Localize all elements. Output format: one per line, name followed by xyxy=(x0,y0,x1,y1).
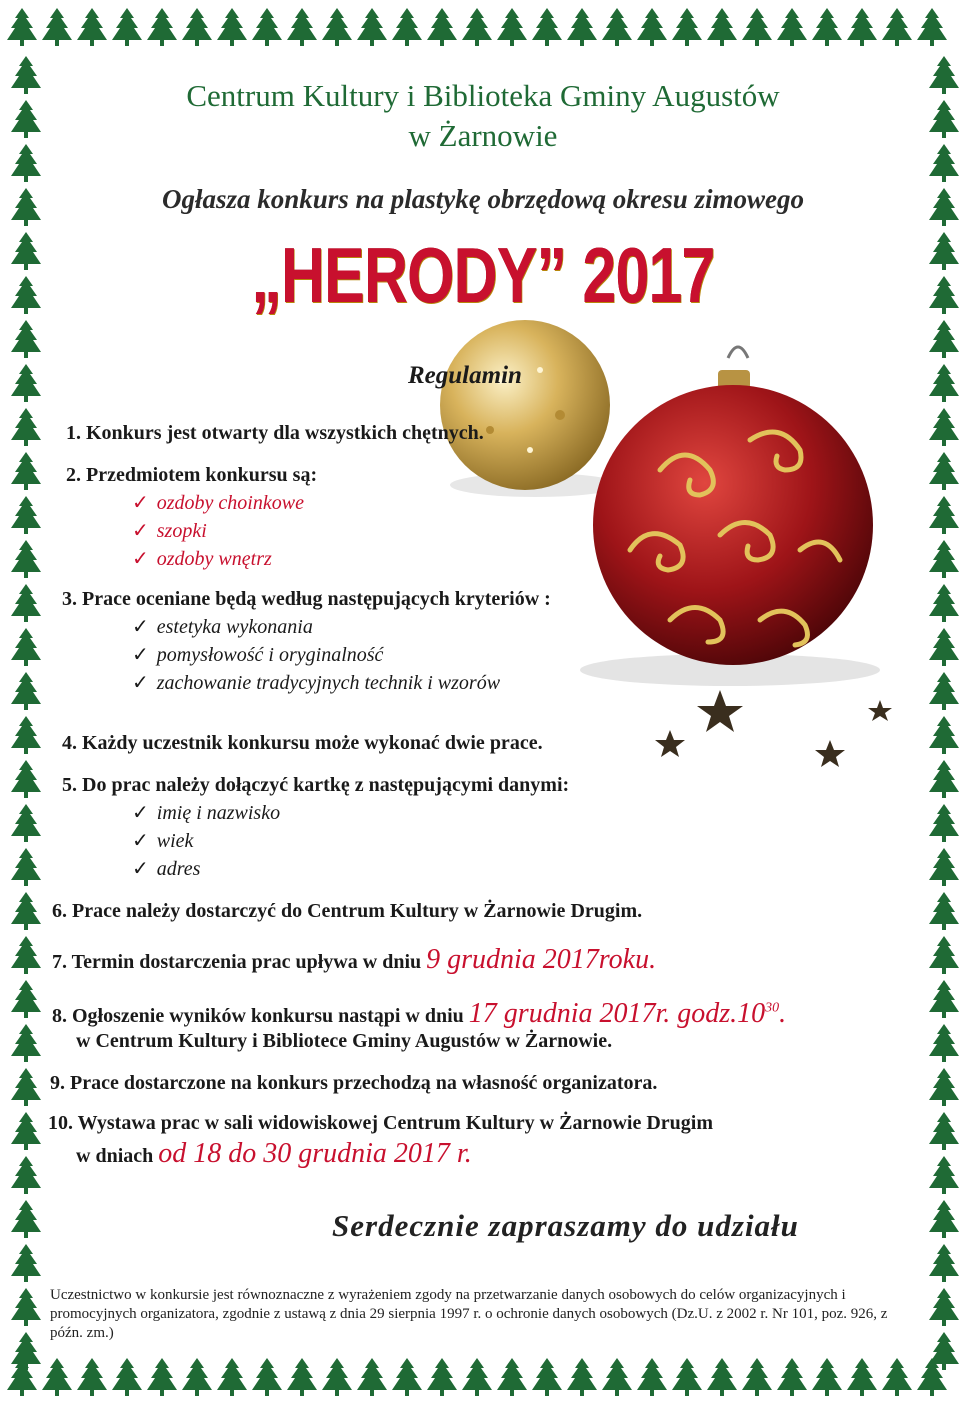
christmas-tree-icon xyxy=(929,980,959,1018)
rule-9: 9. Prace dostarczone na konkurs przechodzą na własność organizatora. xyxy=(50,1072,658,1094)
organizer-name-line2: w Żarnowie xyxy=(408,118,558,153)
christmas-tree-icon xyxy=(11,364,41,402)
christmas-tree-icon xyxy=(11,1332,41,1370)
christmas-tree-icon xyxy=(742,8,772,46)
christmas-tree-icon xyxy=(847,1358,877,1396)
christmas-tree-icon xyxy=(322,1358,352,1396)
christmas-tree-icon xyxy=(497,8,527,46)
check-icon: ✓ xyxy=(132,802,149,824)
red-bauble-icon xyxy=(580,347,880,686)
christmas-tree-icon xyxy=(929,848,959,886)
christmas-tree-icon xyxy=(929,760,959,798)
christmas-tree-icon xyxy=(929,276,959,314)
christmas-tree-icon xyxy=(777,1358,807,1396)
christmas-tree-icon xyxy=(147,8,177,46)
christmas-tree-icon xyxy=(112,1358,142,1396)
christmas-tree-icon xyxy=(462,8,492,46)
christmas-tree-icon xyxy=(11,760,41,798)
rule-1: 1. Konkurs jest otwarty dla wszystkich chętnych. xyxy=(66,422,484,444)
christmas-tree-icon xyxy=(707,8,737,46)
christmas-tree-icon xyxy=(11,980,41,1018)
star-icon xyxy=(655,690,892,767)
rule-10: 10. Wystawa prac w sali widowiskowej Centrum Kultury w Żarnowie Drugim xyxy=(48,1112,713,1134)
christmas-tree-icon xyxy=(929,1244,959,1282)
rule-5-sub-1: ✓ imię i nazwisko xyxy=(132,802,281,824)
rule-3-sub-2: ✓ pomysłowość i oryginalność xyxy=(132,644,384,666)
rule-2-sub-1: ✓ ozdoby choinkowe xyxy=(132,492,304,514)
christmas-tree-icon xyxy=(812,1358,842,1396)
christmas-tree-icon xyxy=(929,496,959,534)
christmas-tree-icon xyxy=(252,8,282,46)
rule-10-line2: w dniach od 18 do 30 grudnia 2017 r. xyxy=(76,1138,472,1169)
christmas-tree-icon xyxy=(427,8,457,46)
christmas-tree-icon xyxy=(462,1358,492,1396)
christmas-tree-icon xyxy=(11,408,41,446)
christmas-tree-icon xyxy=(929,628,959,666)
christmas-tree-icon xyxy=(11,320,41,358)
check-icon: ✓ xyxy=(132,672,149,694)
organizer-name-line1: Centrum Kultury i Biblioteka Gminy Augustów xyxy=(186,78,780,113)
christmas-tree-icon xyxy=(11,804,41,842)
christmas-tree-icon xyxy=(929,232,959,270)
christmas-tree-icon xyxy=(532,1358,562,1396)
christmas-tree-icon xyxy=(11,496,41,534)
christmas-tree-icon xyxy=(11,1068,41,1106)
christmas-tree-icon xyxy=(252,1358,282,1396)
christmas-tree-icon xyxy=(929,364,959,402)
tree-border-bottom xyxy=(0,1356,966,1400)
christmas-tree-icon xyxy=(217,8,247,46)
christmas-tree-icon xyxy=(929,936,959,974)
closing-invitation: Serdecznie zapraszamy do udziału xyxy=(332,1208,799,1243)
christmas-tree-icon xyxy=(532,8,562,46)
christmas-tree-icon xyxy=(637,8,667,46)
christmas-tree-icon xyxy=(929,540,959,578)
check-icon: ✓ xyxy=(132,616,149,638)
christmas-tree-icon xyxy=(929,1288,959,1326)
christmas-tree-icon xyxy=(392,8,422,46)
christmas-tree-icon xyxy=(11,892,41,930)
check-icon: ✓ xyxy=(132,830,149,852)
rule-4: 4. Każdy uczestnik konkursu może wykonać dwie prace. xyxy=(62,732,543,754)
christmas-tree-icon xyxy=(707,1358,737,1396)
christmas-tree-icon xyxy=(929,320,959,358)
rule-3-sub-1: ✓ estetyka wykonania xyxy=(132,616,313,638)
christmas-tree-icon xyxy=(929,1200,959,1238)
rule-2-sub-3: ✓ ozdoby wnętrz xyxy=(132,548,272,570)
christmas-tree-icon xyxy=(182,8,212,46)
gdpr-disclaimer: Uczestnictwo w konkursie jest równoznaczne z wyrażeniem zgody na przetwarzanie danych osobowych do celów organizacyjnych i promocyjnych organizatora, zgodnie z ustawą z dnia 29 sierpnia 1997 r. o ochronie danych osobowych (Dz.U. z 2002 r. Nr 101, poz. 926, z późn. zm.) xyxy=(50,1287,888,1341)
christmas-tree-icon xyxy=(929,1112,959,1150)
christmas-tree-icon xyxy=(929,1156,959,1194)
christmas-tree-icon xyxy=(929,1024,959,1062)
christmas-tree-icon xyxy=(11,936,41,974)
christmas-tree-icon xyxy=(929,892,959,930)
rule-8-line2: w Centrum Kultury i Bibliotece Gminy Augustów w Żarnowie. xyxy=(76,1030,613,1052)
christmas-tree-icon xyxy=(742,1358,772,1396)
christmas-tree-icon xyxy=(929,408,959,446)
check-icon: ✓ xyxy=(132,858,149,880)
christmas-tree-icon xyxy=(929,1332,959,1370)
gold-bauble-icon xyxy=(440,320,620,497)
check-icon: ✓ xyxy=(132,548,149,570)
christmas-tree-icon xyxy=(11,1200,41,1238)
christmas-tree-icon xyxy=(11,1288,41,1326)
christmas-tree-icon xyxy=(929,584,959,622)
christmas-tree-icon xyxy=(357,1358,387,1396)
christmas-tree-icon xyxy=(929,716,959,754)
submission-deadline: 9 grudnia 2017roku. xyxy=(426,944,657,975)
rule-5-sub-3: ✓ adres xyxy=(132,858,201,880)
rule-5: 5. Do prac należy dołączyć kartkę z następującymi danymi: xyxy=(62,774,570,796)
rule-3: 3. Prace oceniane będą według następujących kryteriów : xyxy=(62,588,551,610)
christmas-tree-icon xyxy=(392,1358,422,1396)
check-icon: ✓ xyxy=(132,520,149,542)
tree-border-top xyxy=(0,6,966,50)
rule-8: 8. Ogłoszenie wyników konkursu nastąpi w dniu 17 grudnia 2017r. $godz.10^{30}$. xyxy=(52,998,787,1029)
christmas-tree-icon xyxy=(11,452,41,490)
christmas-tree-icon xyxy=(929,804,959,842)
christmas-tree-icon xyxy=(147,1358,177,1396)
christmas-tree-icon xyxy=(11,232,41,270)
christmas-tree-icon xyxy=(882,1358,912,1396)
christmas-tree-icon xyxy=(11,672,41,710)
christmas-tree-icon xyxy=(11,848,41,886)
christmas-tree-icon xyxy=(929,672,959,710)
christmas-tree-icon xyxy=(77,1358,107,1396)
check-icon: ✓ xyxy=(132,492,149,514)
christmas-tree-icon xyxy=(497,1358,527,1396)
christmas-tree-icon xyxy=(357,8,387,46)
christmas-tree-icon xyxy=(812,8,842,46)
christmas-tree-icon xyxy=(602,8,632,46)
rule-5-sub-2: ✓ wiek xyxy=(132,830,194,852)
christmas-tree-icon xyxy=(77,8,107,46)
christmas-tree-icon xyxy=(11,540,41,578)
rule-7: 7. Termin dostarczenia prac upływa w dniu 9 grudnia 2017roku. xyxy=(52,944,657,975)
christmas-tree-icon xyxy=(672,8,702,46)
christmas-tree-icon xyxy=(182,1358,212,1396)
check-icon: ✓ xyxy=(132,644,149,666)
contest-title: „HERODY” 2017 xyxy=(251,231,715,319)
christmas-tree-icon xyxy=(672,1358,702,1396)
christmas-tree-icon xyxy=(11,1112,41,1150)
christmas-tree-icon xyxy=(112,8,142,46)
christmas-tree-icon xyxy=(217,1358,247,1396)
rule-6: 6. Prace należy dostarczyć do Centrum Kultury w Żarnowie Drugim. xyxy=(52,900,643,922)
christmas-tree-icon xyxy=(11,1244,41,1282)
christmas-tree-icon xyxy=(11,716,41,754)
christmas-tree-icon xyxy=(287,1358,317,1396)
christmas-tree-icon xyxy=(567,1358,597,1396)
christmas-tree-icon xyxy=(322,8,352,46)
christmas-tree-icon xyxy=(427,1358,457,1396)
christmas-tree-icon xyxy=(602,1358,632,1396)
christmas-tree-icon xyxy=(929,452,959,490)
results-date: 17 grudnia 2017r. $godz.10^{30}$. xyxy=(468,998,787,1029)
christmas-tree-icon xyxy=(567,8,597,46)
rule-2: 2. Przedmiotem konkursu są: xyxy=(66,464,318,486)
christmas-tree-icon xyxy=(882,8,912,46)
christmas-tree-icon xyxy=(637,1358,667,1396)
christmas-tree-icon xyxy=(11,1024,41,1062)
christmas-tree-icon xyxy=(11,276,41,314)
christmas-tree-icon xyxy=(11,1156,41,1194)
rule-3-sub-3: ✓ zachowanie tradycyjnych technik i wzorów xyxy=(132,672,501,694)
christmas-tree-icon xyxy=(847,8,877,46)
rule-2-sub-2: ✓ szopki xyxy=(132,520,207,542)
christmas-tree-icon xyxy=(929,1068,959,1106)
christmas-tree-icon xyxy=(777,8,807,46)
christmas-tree-icon xyxy=(287,8,317,46)
regulations-heading: Regulamin xyxy=(408,362,522,389)
announcement-subtitle: Ogłasza konkurs na plastykę obrzędową okresu zimowego xyxy=(161,184,805,214)
christmas-tree-icon xyxy=(11,584,41,622)
christmas-tree-icon xyxy=(11,628,41,666)
exhibition-dates: od 18 do 30 grudnia 2017 r. xyxy=(158,1138,472,1169)
